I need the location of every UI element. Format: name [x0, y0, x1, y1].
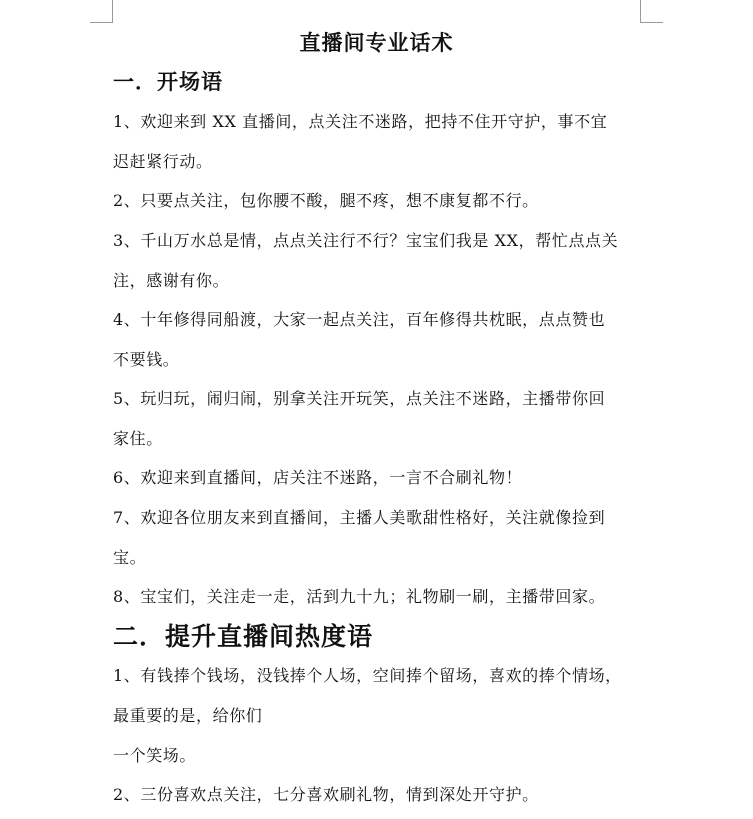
- paragraph-line: 2、只要点关注，包你腰不酸，腿不疼，想不康复都不行。: [113, 191, 539, 210]
- paragraph: [113, 656, 643, 776]
- paragraph: [113, 300, 643, 380]
- paragraph-line: 一个笑场。: [113, 746, 197, 765]
- document-title: 直播间专业话术: [299, 30, 454, 55]
- paragraph: [113, 379, 643, 459]
- paragraph-line: 不要钱。: [113, 350, 180, 369]
- section-heading-boost-popularity: 二．提升直播间热度语: [113, 622, 374, 651]
- paragraph-line: 1、有钱捧个钱场，没钱捧个人场，空间捧个留场，喜欢的捧个情场，: [113, 666, 622, 685]
- paragraph-line: 4、十年修得同船渡，大家一起点关注，百年修得共枕眠，点点赞也: [113, 310, 606, 329]
- paragraph-line: 2、三份喜欢点关注，七分喜欢刷礼物，情到深处开守护。: [113, 785, 539, 804]
- paragraph-line: 迟赶紧行动。: [113, 152, 213, 171]
- paragraph-line: 6、欢迎来到直播间，店关注不迷路，一言不合刷礼物！: [113, 468, 523, 487]
- paragraph: [113, 498, 643, 578]
- paragraph: [113, 181, 643, 221]
- paragraph-line: 5、玩归玩，闹归闹，别拿关注开玩笑，点关注不迷路，主播带你回: [113, 389, 606, 408]
- paragraph: [113, 102, 643, 182]
- section-heading-opening: 一．开场语: [113, 69, 223, 94]
- crop-mark-top-right: [640, 0, 663, 23]
- paragraph: [113, 458, 643, 498]
- paragraph: [113, 577, 643, 617]
- paragraph-line: 宝。: [113, 548, 147, 567]
- paragraph-line: 1、欢迎来到 XX 直播间，点关注不迷路，把持不住开守护，事不宜: [113, 112, 608, 131]
- paragraph-line: 8、宝宝们，关注走一走，活到九十九；礼物刷一刷，主播带回家。: [113, 587, 606, 606]
- paragraph-line: 家住。: [113, 429, 163, 448]
- paragraph-line: 最重要的是，给你们: [113, 706, 263, 725]
- crop-mark-top-left: [90, 0, 113, 23]
- paragraph-line: 7、欢迎各位朋友来到直播间，主播人美歌甜性格好，关注就像捡到: [113, 508, 606, 527]
- paragraph-line: 注，感谢有你。: [113, 271, 230, 290]
- paragraph: [113, 221, 643, 301]
- paragraph: [113, 775, 643, 815]
- paragraph-line: 3、千山万水总是情，点点关注行不行？宝宝们我是 XX，帮忙点点关: [113, 231, 619, 250]
